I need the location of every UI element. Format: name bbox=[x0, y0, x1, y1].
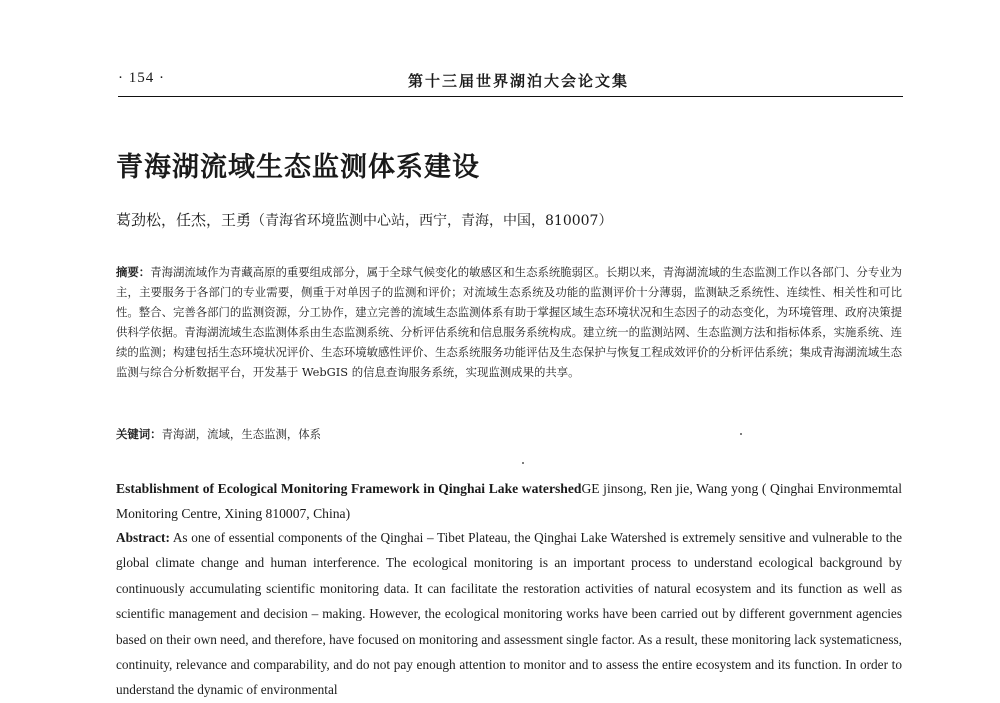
abstract-cn-text: 青海湖流域作为青藏高原的重要组成部分，属于全球气候变化的敏感区和生态系统脆弱区。长期以来，青海湖流域的生态监测工作以各部门、分专业为主，主要服务于各部门的专业需要，侧重于对单因子的监测和评价；对流域生态系统及功能的监测评价十分薄弱，监测缺乏系统性、连续性、相关性和可比性。整合、完善各部门的监测资源，分工协作，建立完善的流域生态监测体系有助于掌握区域生态环境状况和生态因子的动态变化，为环境管理、政府决策提供科学依据。青海湖流域生态监测体系由生态监测系统、分析评估系统和信息服务系统构成。建立统一的监测站网、生态监测方法和指标体系，实施系统、连续的监测；构建包括生态环境状况评价、生态环境敏感性评价、生态系统服务功能评估及生态保护与恢复工程成效评价的分析评估系统；集成青海湖流域生态监测与综合分析数据平台，开发基于 WebGIS 的信息查询服务系统，实现监测成果的共享。 bbox=[116, 265, 902, 379]
abstract-cn bbox=[116, 262, 902, 382]
abstract-cn-label: 摘要： bbox=[116, 265, 151, 279]
authors-cn bbox=[116, 209, 612, 230]
page-number: · 154 · bbox=[118, 70, 165, 86]
keywords-cn-label: 关键词： bbox=[116, 427, 162, 441]
english-heading bbox=[116, 476, 902, 526]
scan-speck bbox=[522, 462, 524, 464]
abstract-en-label: Abstract: bbox=[116, 530, 170, 545]
running-header bbox=[118, 70, 903, 92]
english-title: Establishment of Ecological Monitoring Framework in Qinghai Lake watershed bbox=[116, 481, 582, 496]
abstract-en bbox=[116, 525, 902, 703]
paper-title: 青海湖流域生态监测体系建设 bbox=[116, 152, 480, 183]
author-affiliation: （青海省环境监测中心站，西宁，青海，中国，810007） bbox=[251, 213, 613, 229]
keywords-cn bbox=[116, 425, 902, 443]
abstract-en-text: As one of essential components of the Qinghai – Tibet Plateau, the Qinghai Lake Watershed is extremely sensitive and vulnerable to the global climate change and human interference. The ecological monitoring is an important process to understand ecological background by continuously accumulating scientific monitoring data. It can facilitate the restoration activities of natural ecosystem and its function as well as scientific management and decision – making. However, the ecological monitoring works have been carried out by different government agencies based on their own need, and therefore, have focused on monitoring and assessment single factor. As a result, these monitoring lack systematicness, continuity, relevance and comparability, and do not pay enough attention to monitor and to assess the entire ecosystem and its function. In order to understand the dynamic of environmental bbox=[116, 530, 903, 698]
header-rule bbox=[118, 96, 903, 97]
author-names: 葛劲松，任杰，王勇 bbox=[116, 211, 252, 229]
journal-title: 第十三届世界湖泊大会论文集 bbox=[408, 72, 630, 90]
keywords-cn-text: 青海湖，流域，生态监测，体系 bbox=[161, 427, 322, 441]
scan-speck bbox=[740, 433, 742, 435]
english-authors: GE jinsong, Ren jie, Wang yong ( Qinghai Environmemtal Monitoring Centre, Xining 810007, China) bbox=[116, 481, 902, 521]
